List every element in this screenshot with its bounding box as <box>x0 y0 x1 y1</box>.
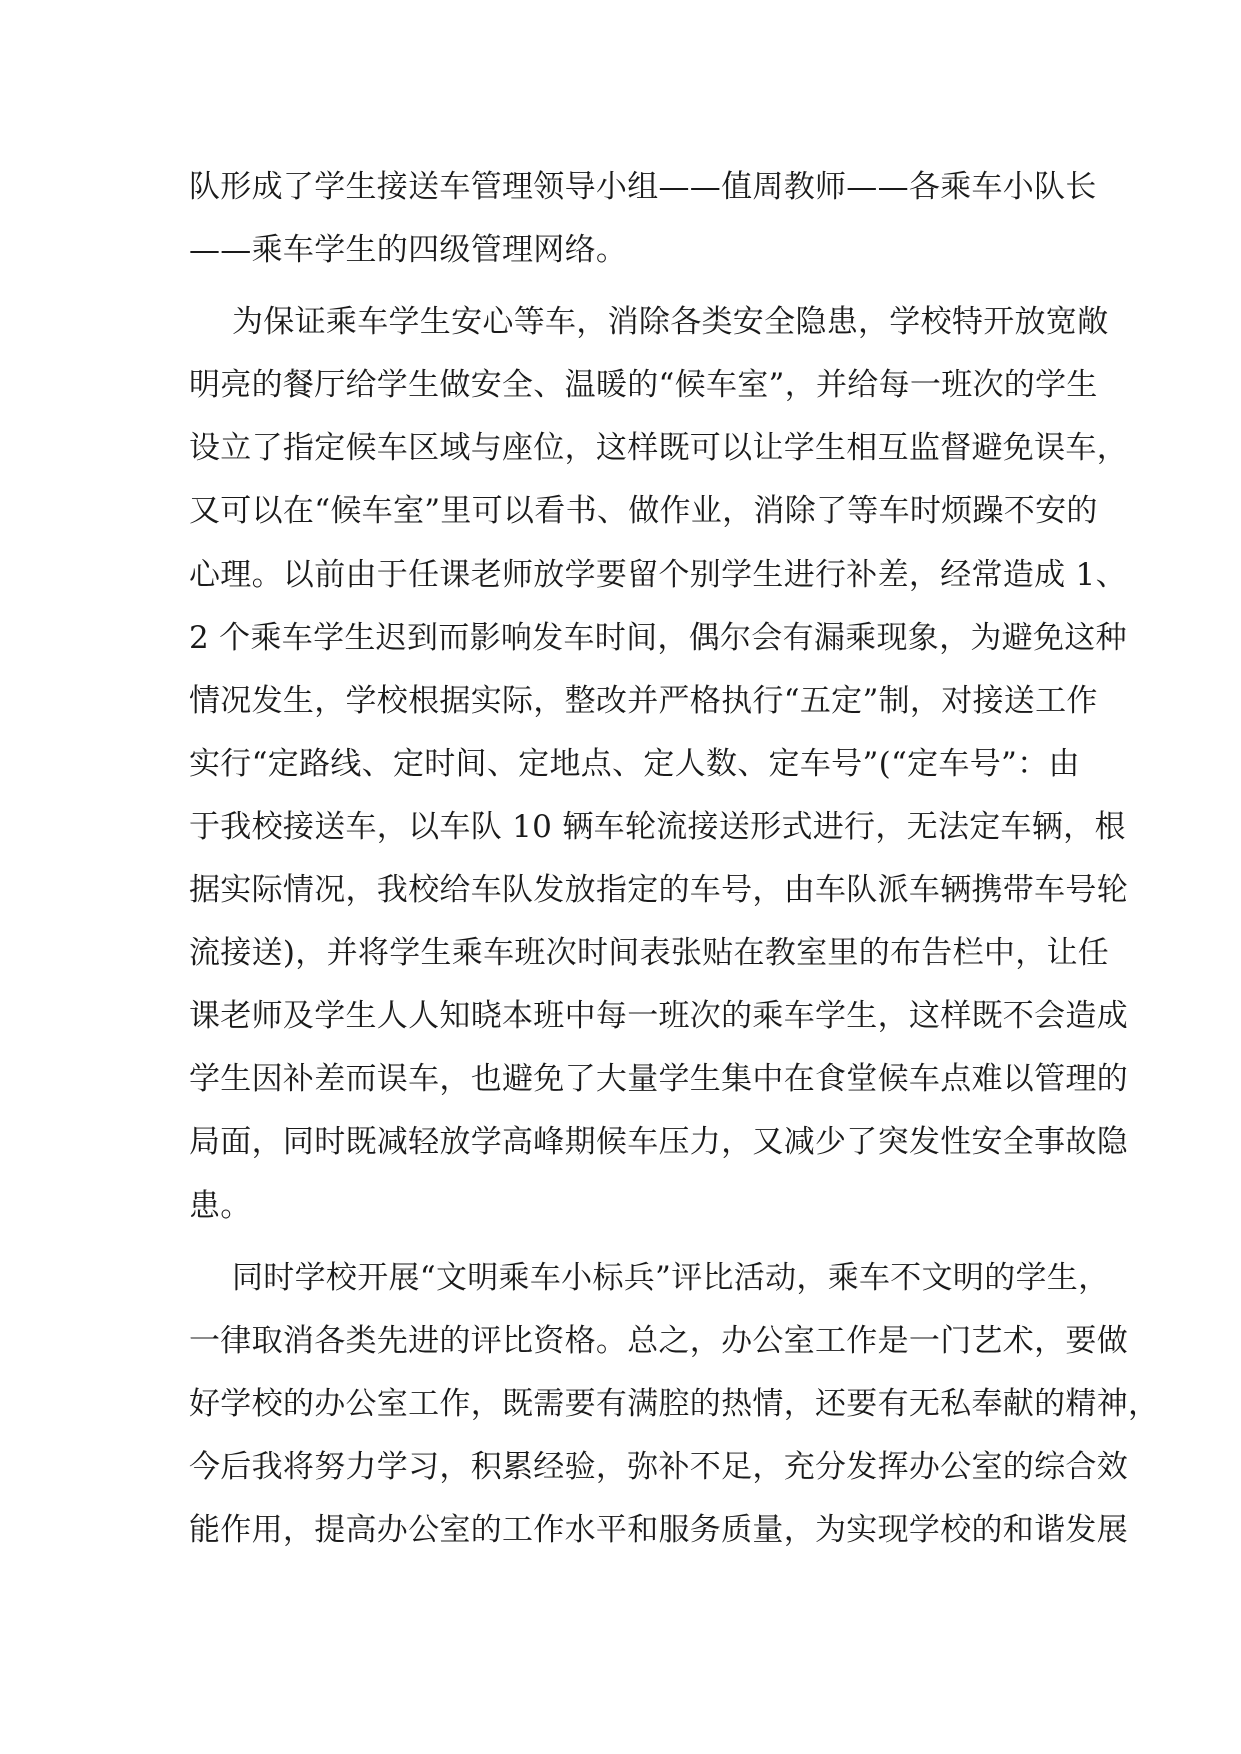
text-line: 局面，同时既减轻放学高峰期候车压力，又减少了突发性安全事故隐 <box>189 1124 1128 1161</box>
text-line: 为保证乘车学生安心等车，消除各类安全隐患，学校特开放宽敞 <box>232 304 1109 341</box>
text-line: 实行“定路线、定时间、定地点、定人数、定车号”(“定车号”：由 <box>189 745 1080 782</box>
text-line: 同时学校开展“文明乘车小标兵”评比活动，乘车不文明的学生， <box>232 1259 1110 1296</box>
text-line: 于我校接送车，以车队 10 辆车轮流接送形式进行，无法定车辆，根 <box>189 808 1126 845</box>
text-line: 患。 <box>189 1187 252 1224</box>
paragraph-2 <box>189 291 1128 1237</box>
text-line: 明亮的餐厅给学生做安全、温暖的“候车室”，并给每一班次的学生 <box>189 367 1098 404</box>
paragraph-3 <box>189 1247 1160 1562</box>
text-line: 情况发生，学校根据实际，整改并严格执行“五定”制，对接送工作 <box>189 682 1098 719</box>
text-line: 学生因补差而误车，也避免了大量学生集中在食堂候车点难以管理的 <box>189 1061 1128 1098</box>
paragraph-1 <box>189 156 1097 282</box>
text-line: 设立了指定候车区域与座位，这样既可以让学生相互监督避免误车， <box>189 430 1128 467</box>
text-line: 能作用，提高办公室的工作水平和服务质量，为实现学校的和谐发展 <box>189 1511 1128 1548</box>
text-line: 流接送)，并将学生乘车班次时间表张贴在教室里的布告栏中，让任 <box>189 935 1110 972</box>
text-line: 2 个乘车学生迟到而影响发车时间，偶尔会有漏乘现象，为避免这种 <box>189 619 1127 656</box>
text-line: 队形成了学生接送车管理领导小组——值周教师——各乘车小队长 <box>189 169 1097 205</box>
text-line: 好学校的办公室工作，既需要有满腔的热情，还要有无私奉献的精神， <box>189 1385 1160 1422</box>
text-line: 今后我将努力学习，积累经验，弥补不足，充分发挥办公室的综合效 <box>189 1448 1128 1485</box>
text-line: ——乘车学生的四级管理网络。 <box>189 232 628 269</box>
text-line: 一律取消各类先进的评比资格。总之，办公室工作是一门艺术，要做 <box>189 1322 1128 1359</box>
text-line: 据实际情况，我校给车队发放指定的车号，由车队派车辆携带车号轮 <box>189 872 1128 909</box>
text-line: 课老师及学生人人知晓本班中每一班次的乘车学生，这样既不会造成 <box>189 998 1128 1035</box>
body-text <box>189 156 1160 1562</box>
text-line: 又可以在“候车室”里可以看书、做作业，消除了等车时烦躁不安的 <box>189 493 1098 530</box>
text-line: 心理。以前由于任课老师放学要留个别学生进行补差，经常造成 1、 <box>189 556 1127 593</box>
